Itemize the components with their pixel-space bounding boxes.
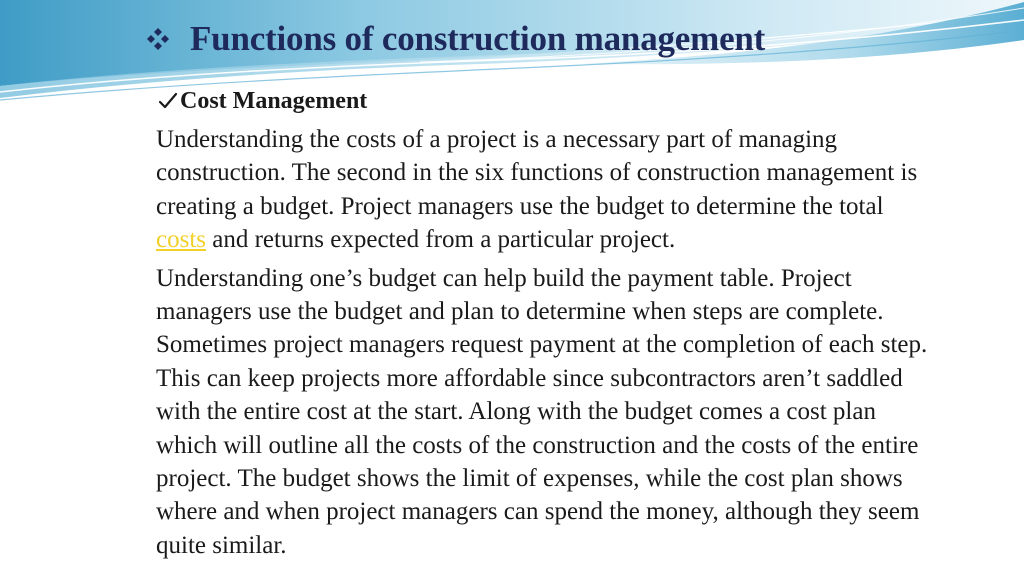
- slide-title: Functions of construction management: [190, 19, 766, 58]
- body-text: [156, 123, 1020, 562]
- paragraph-line: [156, 223, 1020, 256]
- title-row: [146, 17, 765, 61]
- paragraph-2: [156, 262, 1020, 563]
- paragraph-line: with the entire cost at the start. Along with the budget comes a cost plan: [156, 398, 876, 426]
- checkmark-icon: [158, 91, 178, 111]
- paragraph-line: managers use the budget and plan to determine when steps are complete.: [156, 298, 884, 326]
- paragraph-line: creating a budget. Project managers use the budget to determine the total: [156, 192, 884, 220]
- paragraph-line: where and when project managers can spend the money, although they seem: [156, 498, 920, 526]
- paragraph-line: quite similar.: [156, 531, 287, 559]
- paragraph-line: project. The budget shows the limit of expenses, while the cost plan shows: [156, 465, 903, 493]
- costs-link[interactable]: costs: [156, 226, 206, 254]
- diamond-bullet-icon: [146, 27, 170, 51]
- paragraph-line-rest: and returns expected from a particular project.: [206, 226, 676, 254]
- section-heading: [158, 86, 367, 116]
- paragraph-line: which will outline all the costs of the construction and the costs of the entire: [156, 431, 919, 459]
- paragraph-line: Sometimes project managers request payment at the completion of each step.: [156, 331, 928, 359]
- paragraph-1: [156, 123, 1020, 257]
- section-title: Cost Management: [180, 87, 368, 114]
- paragraph-line: Understanding the costs of a project is a necessary part of managing: [156, 126, 838, 153]
- paragraph-line: This can keep projects more affordable since subcontractors aren’t saddled: [156, 364, 903, 392]
- paragraph-line: Understanding one’s budget can help build the payment table. Project: [156, 264, 852, 292]
- paragraph-line: construction. The second in the six functions of construction management is: [156, 159, 918, 187]
